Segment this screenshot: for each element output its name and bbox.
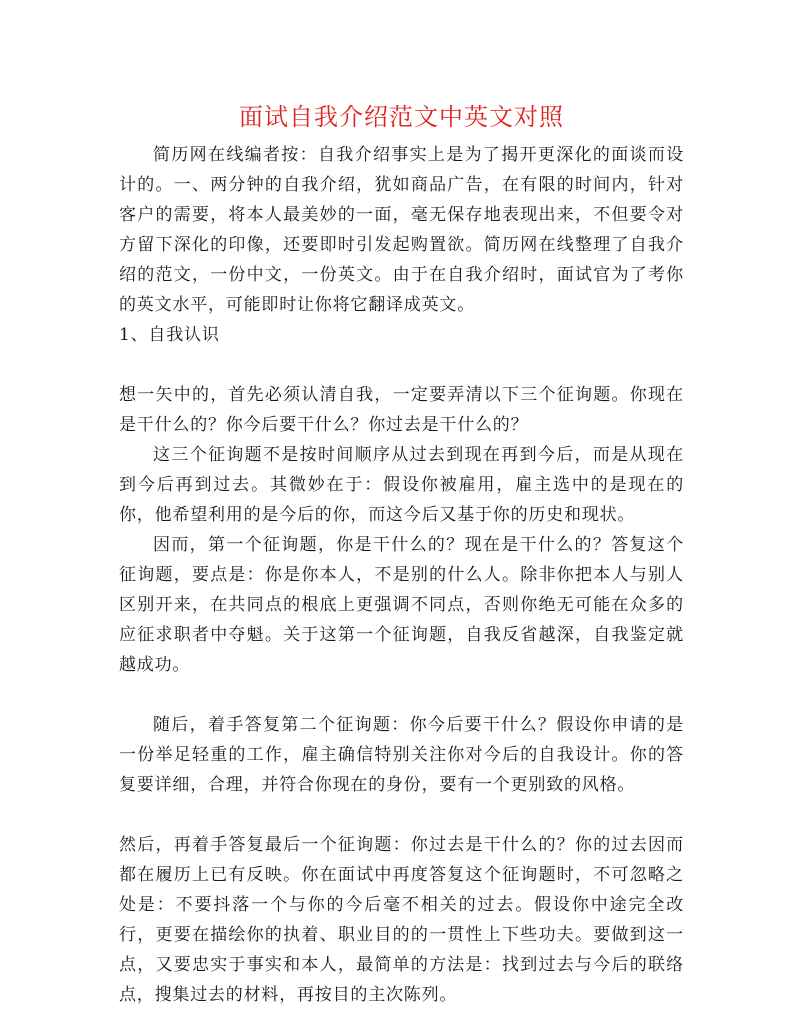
document-title: 面试自我介绍范文中英文对照 xyxy=(239,103,564,131)
paragraph-spacer xyxy=(119,800,684,830)
section-heading-self-knowledge: 1、自我认识 xyxy=(119,325,220,345)
paragraph-spacer xyxy=(119,680,684,710)
document-page xyxy=(119,100,684,1010)
paragraph-first-question: 因而，第一个征询题，你是干什么的？现在是干什么的？答复这个征询题，要点是：你是你本人，不是别的什么人。除非你把本人与别人区别开来，在共同点的根底上更强调不同点，否则你绝无可能在众多的应征求职者中夺魁。关于这第一个征询题，自我反省越深，自我鉴定就越成功。 xyxy=(119,535,684,675)
paragraph-last-question: 然后，再着手答复最后一个征询题：你过去是干什么的？你的过去因而都在履历上已有反映。你在面试中再度答复这个征询题时，不可忽略之处是：不要抖落一个与你的今后毫不相关的过去。假设你中途完全改行，更要在描绘你的执着、职业目的的一贯性上下些功夫。要做到这一点，又要忠实于事实和本人，最简单的方法是：找到过去与今后的联络点，搜集过去的材料，再按目的主次陈列。 xyxy=(119,835,684,1005)
intro-paragraph: 简历网在线编者按：自我介绍事实上是为了揭开更深化的面谈而设计的。一、两分钟的自我介绍，犹如商品广告，在有限的时间内，针对客户的需要，将本人最美妙的一面，毫无保存地表现出来，不但要令对方留下深化的印像，还要即时引发起购置欲。简历网在线整理了自我介绍的范文，一份中文，一份英文。由于在自我介绍时，面试官为了考你的英文水平，可能即时让你将它翻译成英文。 xyxy=(119,145,684,315)
paragraph-three-questions: 想一矢中的，首先必须认清自我，一定要弄清以下三个征询题。你现在是干什么的？你今后要干什么？你过去是干什么的？ xyxy=(119,385,684,435)
paragraph-second-question: 随后，着手答复第二个征询题：你今后要干什么？假设你申请的是一份举足轻重的工作，雇主确信特别关注你对今后的自我设计。你的答复要详细，合理，并符合你现在的身份，要有一个更别致的风格。 xyxy=(119,715,684,795)
paragraph-question-order: 这三个征询题不是按时间顺序从过去到现在再到今后，而是从现在到今后再到过去。其微妙在于：假设你被雇用，雇主选中的是现在的你，他希望利用的是今后的你，而这今后又基于你的历史和现状。 xyxy=(119,445,684,525)
paragraph-spacer xyxy=(119,350,684,380)
